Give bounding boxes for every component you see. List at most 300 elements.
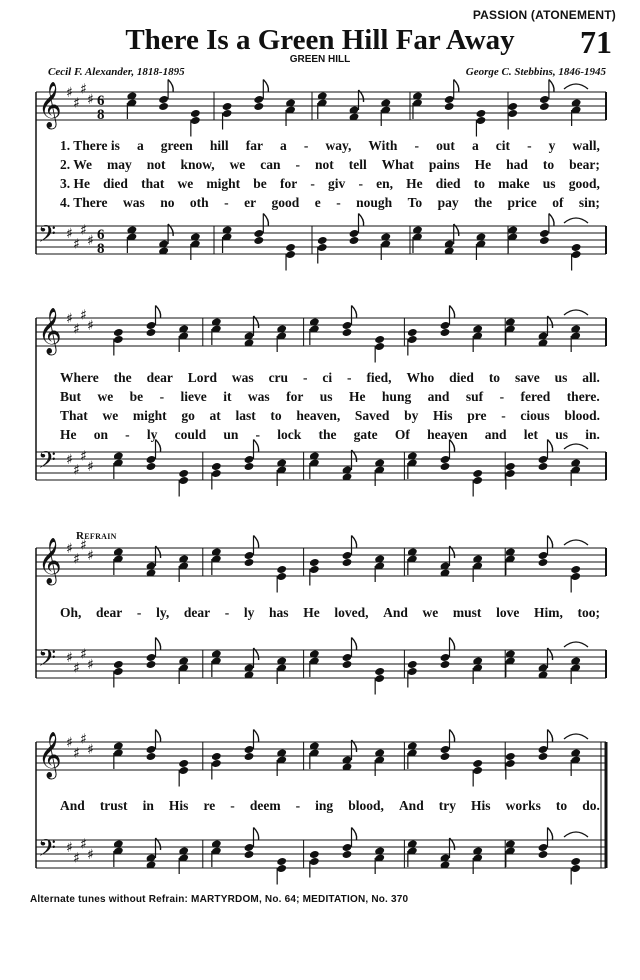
note-flag [548,828,553,840]
note-flag [263,80,268,92]
sharp-sign-icon: ♯ [73,321,80,338]
lyric-syllable: His [433,408,453,423]
lyric-syllable: 1. There is [60,138,120,153]
lyric-syllable: good [271,195,300,210]
lyric-syllable: us [319,389,333,404]
lyric-line [60,157,600,175]
note-head [113,660,124,669]
lyric-line [60,427,600,445]
time-signature-top: 6 [97,93,105,109]
lyric-syllable: died [435,176,461,191]
note-head [472,469,483,478]
note-head [309,565,320,574]
lyric-syllable: has [269,605,289,620]
lyric-syllable: - [230,798,235,813]
lyric-syllable: way, [325,138,352,153]
note-head [113,667,124,676]
note-flag [352,306,357,318]
lyric-syllable: - [224,605,230,620]
note-head [342,653,353,662]
note-head [342,551,353,560]
lyric-line [60,176,600,194]
treble-clef-icon: 𝄞 [38,308,62,354]
note-head [342,843,353,852]
lyric-syllable: to [542,157,555,172]
note-head [244,462,255,471]
note-head [190,109,201,118]
lyric-syllable: died [103,176,128,191]
fermata-icon [564,642,588,647]
lyric-syllable: there. [566,389,600,404]
note-head [507,102,518,111]
lyric-syllable: a [280,138,287,153]
sharp-sign-icon: ♯ [87,847,94,863]
refrain-lyric-line [60,605,600,623]
lyric-syllable: - [159,389,165,404]
lyric-syllable: er [244,195,257,210]
lyric-syllable: might [206,176,241,191]
lyric-syllable: nough [356,195,393,210]
lyric-syllable: must [452,605,482,620]
note-head [440,321,451,330]
lyric-syllable: - [347,370,352,385]
note-head [475,109,486,118]
note-head [538,455,549,464]
lyric-syllable: do. [582,798,600,813]
note-head [507,109,518,118]
lyric-syllable: ly [243,605,255,620]
note-head [244,843,255,852]
lyric-syllable: - [302,370,308,385]
sharp-sign-icon: ♯ [73,551,80,568]
sharp-sign-icon: ♯ [66,226,73,242]
lyric-syllable: may [106,157,132,172]
lyric-syllable: en, [376,176,393,191]
lyric-syllable: - [125,427,130,442]
lyric-syllable: was [231,370,254,385]
note-head [342,850,353,859]
note-head [538,551,549,560]
lyric-syllable: that [141,176,165,191]
lyric-syllable: ly, [156,605,170,620]
note-head [505,752,516,761]
lyric-syllable: us [554,370,568,385]
sharp-sign-icon: ♯ [66,452,73,468]
lyric-syllable: cious [520,408,550,423]
sharp-sign-icon: ♯ [80,81,87,98]
sharp-sign-icon: ♯ [87,92,94,108]
note-head [158,102,169,111]
fermata-icon [564,540,588,545]
lyric-syllable: He [474,157,492,172]
lyric-syllable: Of [394,427,410,442]
note-head [309,850,320,859]
lyric-syllable: But [60,389,82,404]
composer-credit: George C. Stebbins, 1846-1945 [465,66,606,78]
lyric-syllable: heaven [427,427,468,442]
note-head [472,476,483,485]
note-head [349,229,360,238]
note-flag [156,306,161,318]
tune-name: GREEN HILL [289,54,351,65]
note-head [472,766,483,775]
lyric-syllable: we [97,389,114,404]
lyric-syllable: lock [277,427,302,442]
lyric-syllable: - [136,605,142,620]
note-flag [549,214,554,226]
lyric-syllable: be [253,176,267,191]
lyric-syllable: cru [268,370,289,385]
sharp-sign-icon: ♯ [73,95,80,112]
sharp-sign-icon: ♯ [80,537,87,554]
sharp-sign-icon: ♯ [66,85,73,101]
lyric-syllable: lieve [180,389,207,404]
note-head [538,843,549,852]
lyric-syllable: green [160,138,193,153]
lyric-syllable: was [247,389,270,404]
lyric-syllable: His [168,798,189,813]
lyric-syllable: suf [465,389,484,404]
fermata-icon [564,310,588,315]
lyric-syllable: He [406,176,423,191]
bass-clef-icon: 𝄢 [38,220,57,253]
lyric-syllable: 4. There [60,195,108,210]
note-head [244,551,255,560]
fermata-icon [564,734,588,739]
lyric-syllable: far [245,138,263,153]
lyric-syllable: re [203,798,216,813]
note-head [505,469,516,478]
note-head [374,667,385,676]
lyric-syllable: - [303,138,309,153]
lyric-syllable: - [527,138,532,153]
note-head [570,864,581,873]
note-head [317,236,328,245]
lyric-syllable: dear [146,370,173,385]
lyric-syllable: deem [249,798,281,813]
note-head [407,660,418,669]
time-signature-top: 6 [97,227,105,243]
lyricist-credit: Cecil F. Alexander, 1818-1895 [48,66,185,78]
note-head [253,229,264,238]
note-head [539,229,550,238]
note-head [276,572,287,581]
lyric-syllable: the [474,195,493,210]
lyric-syllable: we [229,157,246,172]
note-head [113,335,124,344]
lyric-syllable: died [449,370,474,385]
lyric-syllable: the [318,427,337,442]
note-head [222,109,233,118]
note-head [539,236,550,245]
lyric-syllable: in [142,798,154,813]
sharp-sign-icon: ♯ [80,307,87,324]
lyric-syllable: Who [406,370,435,385]
note-head [571,250,582,259]
sharp-sign-icon: ♯ [66,541,73,557]
note-head [211,469,222,478]
lyric-syllable: not [146,157,166,172]
note-head [342,558,353,567]
lyric-syllable: fied, [366,370,392,385]
note-flag [254,536,259,548]
lyric-syllable: make [498,176,530,191]
note-head [538,745,549,754]
note-flag [254,828,259,840]
lyric-line [60,370,600,388]
lyric-syllable: cit [495,138,511,153]
note-head [244,850,255,859]
note-head [276,565,287,574]
lyric-syllable: pay [437,195,459,210]
lyric-line [60,389,600,407]
sharp-sign-icon: ♯ [80,222,87,239]
note-head [505,462,516,471]
lyric-syllable: us [542,176,556,191]
lyric-syllable: Oh, [60,605,82,620]
lyric-syllable: - [295,798,301,813]
lyric-syllable: bear; [569,157,600,172]
note-head [475,116,486,125]
note-head [374,674,385,683]
lyric-syllable: dear [183,605,211,620]
lyric-syllable: wall, [572,138,600,153]
note-flag [156,638,161,650]
note-head [222,102,233,111]
sharp-sign-icon: ♯ [73,660,80,677]
lyric-syllable: heaven, [296,408,341,423]
sharp-sign-icon: ♯ [80,836,87,853]
note-flag [450,306,455,318]
lyric-syllable: the [113,370,132,385]
note-head [444,95,455,104]
lyric-syllable: at [209,408,221,423]
lyric-syllable: good, [568,176,600,191]
sharp-sign-icon: ♯ [66,840,73,856]
lyric-syllable: And [60,798,85,813]
lyric-syllable: all. [582,370,600,385]
sharp-sign-icon: ♯ [73,236,80,253]
note-head [374,335,385,344]
hymn-number: 71 [580,24,612,60]
sharp-sign-icon: ♯ [87,459,94,475]
lyric-syllable: 3. He [60,176,90,191]
note-head [374,342,385,351]
lyric-syllable: we [177,176,194,191]
lyric-syllable: go [181,408,195,423]
sharp-sign-icon: ♯ [87,548,94,564]
lyric-syllable: To [407,195,423,210]
note-head [178,759,189,768]
lyric-syllable: 2. We [60,157,93,172]
treble-clef-icon: 𝄞 [38,538,62,584]
note-head [276,864,287,873]
note-head [253,102,264,111]
note-head [505,759,516,768]
lyric-syllable: - [499,389,505,404]
lyric-syllable: - [310,176,315,191]
note-flag [549,80,554,92]
note-head [146,328,157,337]
lyric-syllable: could [174,427,207,442]
lyric-syllable: and [427,389,450,404]
fermata-icon [564,84,588,89]
bass-clef-icon: 𝄢 [38,644,57,677]
sharp-sign-icon: ♯ [66,311,73,327]
lyric-syllable: un [223,427,239,442]
note-head [211,759,222,768]
note-flag [168,80,173,92]
bass-clef-icon: 𝄢 [38,446,57,479]
lyric-syllable: we [422,605,439,620]
lyric-syllable: know, [180,157,215,172]
lyric-syllable: And [398,798,424,813]
lyric-syllable: - [224,195,229,210]
lyric-syllable: a [471,138,479,153]
lyric-syllable: no [160,195,175,210]
lyric-syllable: not [314,157,334,172]
lyric-syllable: - [358,176,363,191]
note-head [570,565,581,574]
note-head [244,455,255,464]
lyric-syllable: giv [328,176,346,191]
note-head [276,857,287,866]
lyric-syllable: ci [322,370,333,385]
hymn-title: There Is a Green Hill Far Away [125,24,515,56]
lyric-syllable: - [336,195,341,210]
lyric-syllable: in. [585,427,600,442]
note-head [407,328,418,337]
note-flag [352,536,357,548]
note-head [178,469,189,478]
sharp-sign-icon: ♯ [80,448,87,465]
lyric-line [60,138,600,156]
note-head [472,759,483,768]
note-head [253,236,264,245]
treble-clef-icon: 𝄞 [38,82,62,128]
note-flag [450,730,455,742]
sharp-sign-icon: ♯ [66,735,73,751]
note-head [539,95,550,104]
lyric-syllable: for [286,389,304,404]
sharp-sign-icon: ♯ [73,850,80,867]
note-flag [548,536,553,548]
lyric-syllable: works [505,798,541,813]
lyric-syllable: had [506,157,528,172]
lyric-syllable: sin; [578,195,600,210]
sharp-sign-icon: ♯ [80,731,87,748]
note-head [342,660,353,669]
note-flag [254,730,259,742]
note-head [440,653,451,662]
lyric-syllable: save [514,370,540,385]
note-head [146,462,157,471]
note-head [146,660,157,669]
note-head [538,850,549,859]
refrain-label: Refrain [76,530,117,542]
sharp-sign-icon: ♯ [87,742,94,758]
note-head [538,558,549,567]
lyric-syllable: His [471,798,491,813]
lyric-syllable: Him, [533,605,563,620]
note-head [407,667,418,676]
note-head [285,250,296,259]
note-head [244,752,255,761]
note-flag [454,80,459,92]
lyric-syllable: for [279,176,298,191]
lyric-syllable: oth [189,195,209,210]
lyric-syllable: a [136,138,144,153]
lyric-syllable: to [270,408,282,423]
lyric-syllable: y [548,138,556,153]
note-head [158,95,169,104]
lyric-syllable: we [102,408,119,423]
note-head [244,745,255,754]
note-head [113,328,124,337]
sharp-sign-icon: ♯ [80,646,87,663]
lyric-syllable: He [348,389,366,404]
note-head [309,558,320,567]
lyric-syllable: What [381,157,414,172]
lyric-syllable: might [132,408,167,423]
note-flag [548,730,553,742]
note-head [146,745,157,754]
note-head [178,766,189,775]
lyric-syllable: hill [209,138,229,153]
lyric-syllable: And [383,605,408,620]
lyric-syllable: That [60,408,88,423]
lyric-syllable: - [501,408,506,423]
lyric-syllable: of [552,195,564,210]
sharp-sign-icon: ♯ [87,657,94,673]
time-signature-bottom: 8 [97,241,105,257]
note-flag [263,214,268,226]
alternate-tunes-note: Alternate tunes without Refrain: MARTYRDOM, No. 64; MEDITATION, No. 370 [30,894,409,905]
note-head [571,243,582,252]
note-head [539,102,550,111]
note-flag [352,828,357,840]
note-head [440,752,451,761]
note-flag [359,214,364,226]
note-head [342,328,353,337]
sharp-sign-icon: ♯ [87,233,94,249]
lyric-syllable: loved, [334,605,369,620]
note-flag [352,638,357,650]
lyric-syllable: it [223,389,232,404]
note-head [146,653,157,662]
note-flag [450,638,455,650]
lyric-syllable: tell [348,157,367,172]
lyric-syllable: e [314,195,321,210]
lyric-syllable: pains [428,157,460,172]
lyric-syllable: Saved [354,408,390,423]
lyric-syllable: ly [146,427,158,442]
note-head [342,321,353,330]
note-head [190,116,201,125]
note-head [444,102,455,111]
lyric-line [60,195,600,213]
lyric-syllable: price [507,195,537,210]
note-head [309,857,320,866]
lyric-syllable: hung [381,389,412,404]
lyric-syllable: can [260,157,281,172]
bass-clef-icon: 𝄢 [38,834,57,867]
note-flag [156,730,161,742]
lyric-syllable: try [438,798,456,813]
note-head [146,752,157,761]
note-head [440,660,451,669]
lyric-syllable: He [60,427,77,442]
